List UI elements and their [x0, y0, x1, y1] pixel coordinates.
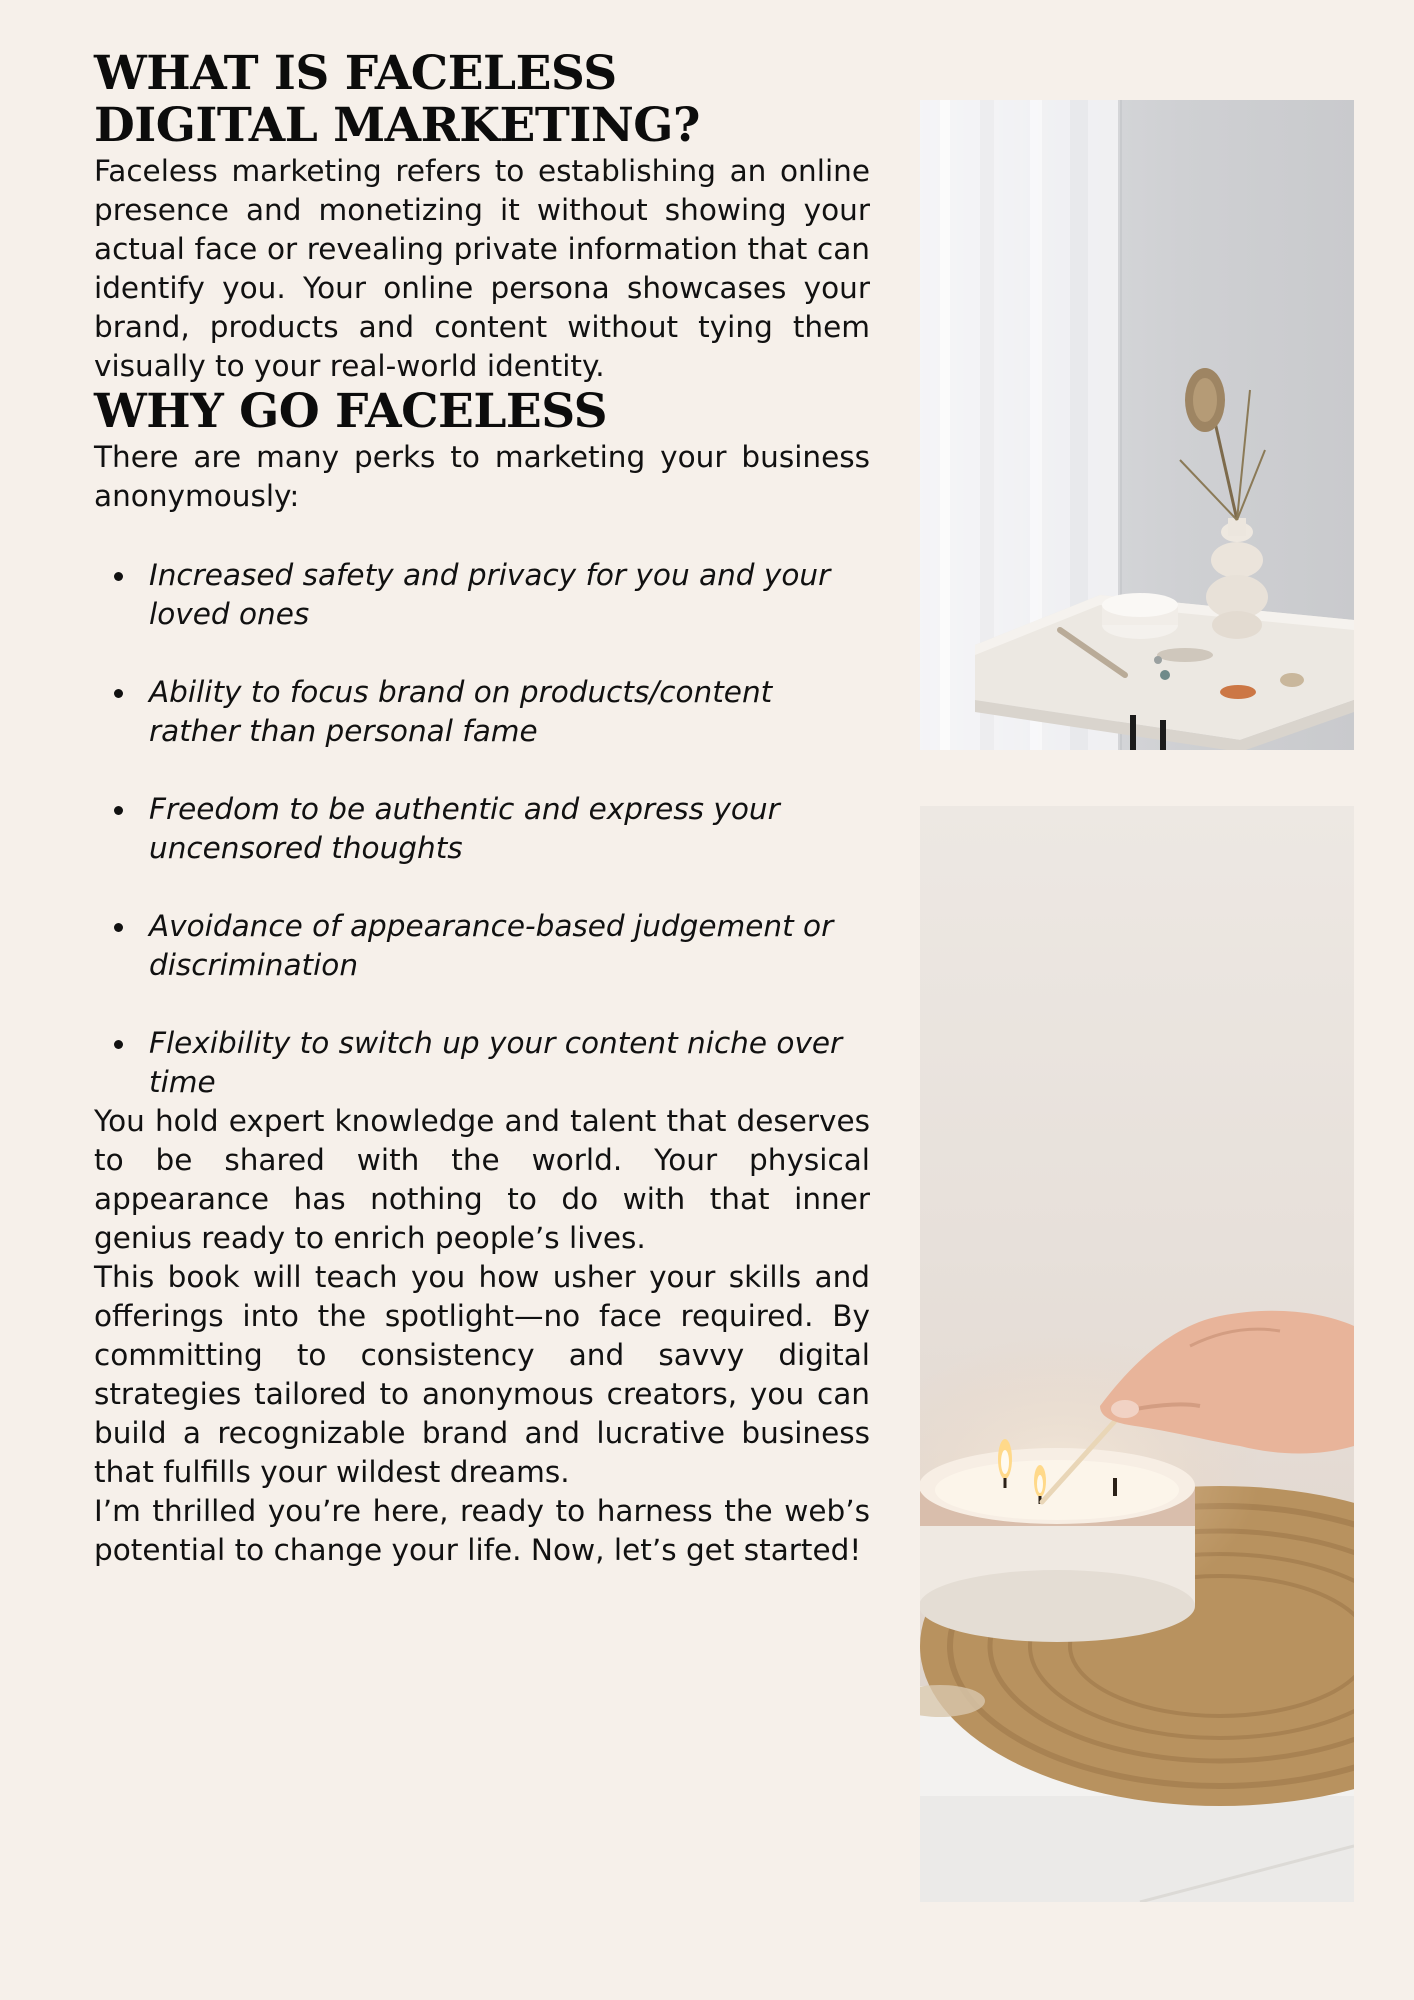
- expert-paragraph: You hold expert knowledge and talent that deserves to be shared with the world. Your physical appearance has nothing to do with that inner genius ready to enrich people’s lives.: [94, 1104, 870, 1255]
- list-item: [94, 907, 869, 985]
- list-item: [94, 790, 869, 868]
- bullet-icon: [114, 923, 123, 932]
- intro-paragraph: Faceless marketing refers to establishing an online presence and monetizing it without showing your actual face or revealing private information that can identify you. Your online persona showcases your brand, products and content without tying them visually to your real-world identity.: [94, 154, 870, 383]
- main-column: [94, 48, 870, 1570]
- perks-list: [94, 556, 870, 1102]
- perk-text: Freedom to be authentic and express your uncensored thoughts: [149, 792, 780, 865]
- perk-text: Ability to focus brand on products/content rather than personal fame: [149, 675, 773, 748]
- perks-intro-paragraph: There are many perks to marketing your business anonymously:: [94, 440, 870, 513]
- heading-why-go-faceless: WHY GO FACELESS: [94, 384, 608, 439]
- bullet-icon: [114, 689, 123, 698]
- list-item: [94, 673, 869, 751]
- perk-text: Increased safety and privacy for you and your loved ones: [149, 558, 831, 631]
- list-item: [94, 556, 869, 634]
- bullet-icon: [114, 572, 123, 581]
- book-paragraph: This book will teach you how usher your skills and offerings into the spotlight—no face required. By committing to consistency and savvy digital strategies tailored to anonymous creators, you can build a recognizable brand and lucrative business that fulfills your wildest dreams.: [94, 1260, 870, 1489]
- heading-what-is-faceless: WHAT IS FACELESS DIGITAL MARKETING?: [94, 46, 700, 153]
- bullet-icon: [114, 806, 123, 815]
- vase-photo: [920, 100, 1354, 750]
- candle-photo: [920, 806, 1354, 1902]
- closing-paragraph: I’m thrilled you’re here, ready to harness the web’s potential to change your life. Now, let’s get started!: [94, 1494, 870, 1567]
- perk-text: Avoidance of appearance-based judgement or discrimination: [149, 909, 834, 982]
- bullet-icon: [114, 1040, 123, 1049]
- perk-text: Flexibility to switch up your content niche over time: [149, 1026, 843, 1099]
- list-item: [94, 1024, 869, 1102]
